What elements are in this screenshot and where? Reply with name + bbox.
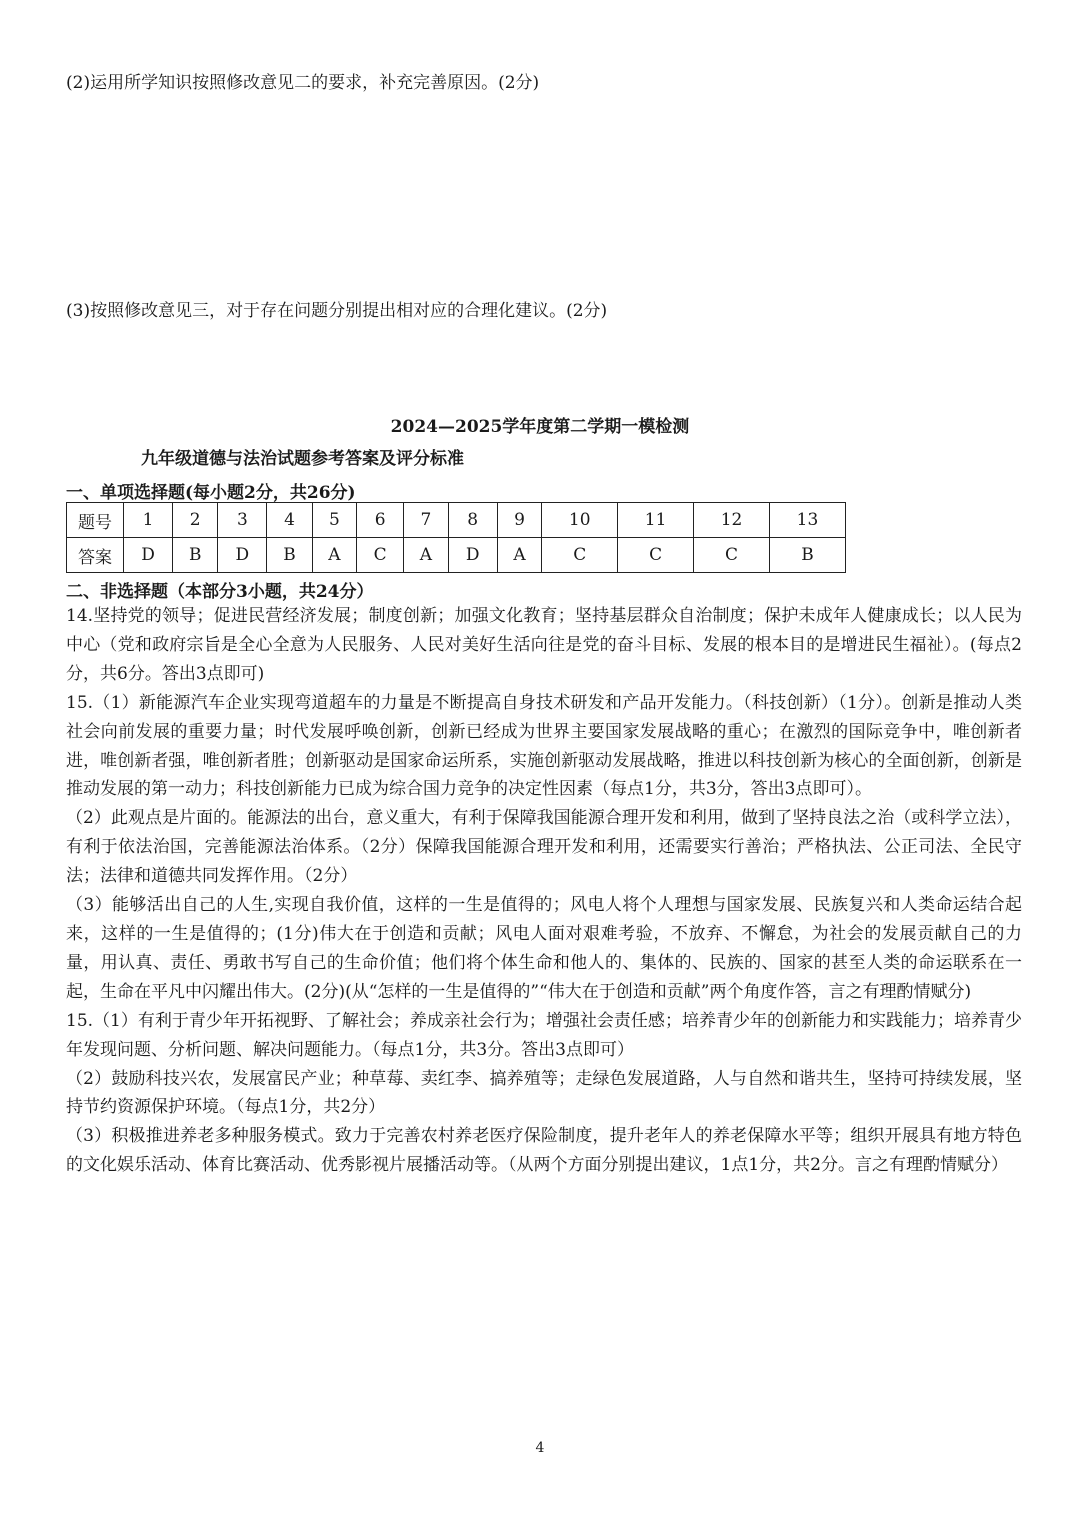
- table-cell: 5: [312, 503, 357, 538]
- table-cell: B: [173, 538, 218, 573]
- answer-paragraph-15-3: （3）能够活出自己的人生,实现自我价值，这样的一生是值得的；风电人将个人理想与国家发展、民族复兴和人类命运结合起来，这样的一生是值得的；(1分)伟大在于创造和贡献；风电人面对艰难考验，不放弃、不懈怠，为社会的发展贡献自己的力量，用认真、责任、勇敢书写自己的生命价值；他们将个体生命和他人的、集体的、民族的、国家的甚至人类的命运联系在一起，生命在平凡中闪耀出伟大。(2分)(从“怎样的一生是值得的”“伟大在于创造和贡献”两个角度作答，言之有理酌情赋分): [66, 895, 1022, 1002]
- answer-key-subtitle: 九年级道德与法治试题参考答案及评分标准: [141, 449, 464, 469]
- table-cell: A: [404, 538, 449, 573]
- answer-paragraph-15-2: （2）此观点是片面的。能源法的出台，意义重大，有利于保障我国能源合理开发和利用，做到了坚持良法之治（或科学立法），有利于依法治国，完善能源法治体系。（2分）保障我国能源合理开发和利用，还需要实行善治；严格执法、公正司法、全民守法；法律和道德共同发挥作用。（2分）: [66, 808, 1022, 887]
- answer-key-title: 2024—2025学年度第二学期一模检测: [390, 417, 690, 437]
- table-cell: 7: [404, 503, 449, 538]
- table-cell: C: [618, 538, 694, 573]
- table-cell: 10: [542, 503, 618, 538]
- table-cell: D: [124, 538, 173, 573]
- table-cell: 4: [267, 503, 312, 538]
- table-cell: B: [267, 538, 312, 573]
- table-cell: 3: [218, 503, 267, 538]
- table-cell: 6: [357, 503, 404, 538]
- table-cell: 13: [769, 503, 845, 538]
- answer-paragraph-14: 14.坚持党的领导；促进民营经济发展；制度创新；加强文化教育；坚持基层群众自治制度；保护未成年人健康成长；以人民为中心（党和政府宗旨是全心全意为人民服务、人民对美好生活向往是党的奋斗目标、发展的根本目的是增进民生福祉）。(每点2分，共6分。答出3点即可): [66, 606, 1022, 684]
- question-3-text: (3)按照修改意见三，对于存在问题分别提出相对应的合理化建议。(2分): [66, 301, 608, 321]
- answer-table: [66, 502, 846, 573]
- table-cell: 2: [173, 503, 218, 538]
- table-cell: C: [357, 538, 404, 573]
- table-cell: 11: [618, 503, 694, 538]
- row-label-answer: 答案: [67, 538, 124, 573]
- table-cell: A: [312, 538, 357, 573]
- table-cell: C: [694, 538, 770, 573]
- question-number-row: [67, 503, 846, 538]
- answer-paragraph-16-2: （2）鼓励科技兴农，发展富民产业；种草莓、卖红李、搞养殖等；走绿色发展道路，人与自然和谐共生，坚持可持续发展，坚持节约资源保护环境。（每点1分，共2分）: [66, 1068, 1022, 1118]
- answer-body: [66, 602, 1022, 1180]
- row-label-number: 题号: [67, 503, 124, 538]
- answer-paragraph-15-1: 15.（1）新能源汽车企业实现弯道超车的力量是不断提高自身技术研发和产品开发能力。（科技创新）（1分）。创新是推动人类社会向前发展的重要力量；时代发展呼唤创新，创新已经成为世界主要国家发展战略的重心；在激烈的国际竞争中，唯创新者进，唯创新者强，唯创新者胜；创新驱动是国家命运所系，实施创新驱动发展战略，推进以科技创新为核心的全面创新，创新是推动发展的第一动力；科技创新能力已成为综合国力竞争的决定性因素（每点1分，共3分，答出3点即可）。: [66, 692, 1022, 800]
- table-cell: 1: [124, 503, 173, 538]
- answer-row: [67, 538, 846, 573]
- section2-heading: 二、非选择题（本部分3小题，共24分）: [66, 582, 374, 602]
- answer-paragraph-16-1: 15.（1）有利于青少年开拓视野、了解社会；养成亲社会行为；增强社会责任感；培养青少年的创新能力和实践能力；培养青少年发现问题、分析问题、解决问题能力。（每点1分，共3分。答出3点即可）: [66, 1010, 1022, 1060]
- answer-paragraph-16-3: （3）积极推进养老多种服务模式。致力于完善农村养老医疗保险制度，提升老年人的养老保障水平等；组织开展具有地方特色的文化娱乐活动、体育比赛活动、优秀影视片展播活动等。（从两个方面分别提出建议，1点1分，共2分。言之有理酌情赋分）: [66, 1126, 1022, 1176]
- table-cell: D: [218, 538, 267, 573]
- section1-heading: 一、单项选择题(每小题2分，共26分): [66, 483, 356, 503]
- question-2-text: (2)运用所学知识按照修改意见二的要求，补充完善原因。(2分): [66, 73, 540, 93]
- table-cell: 12: [694, 503, 770, 538]
- table-cell: B: [769, 538, 845, 573]
- table-cell: D: [448, 538, 497, 573]
- table-cell: A: [497, 538, 542, 573]
- table-cell: C: [542, 538, 618, 573]
- page-number: 4: [535, 1440, 545, 1456]
- table-cell: 8: [448, 503, 497, 538]
- table-cell: 9: [497, 503, 542, 538]
